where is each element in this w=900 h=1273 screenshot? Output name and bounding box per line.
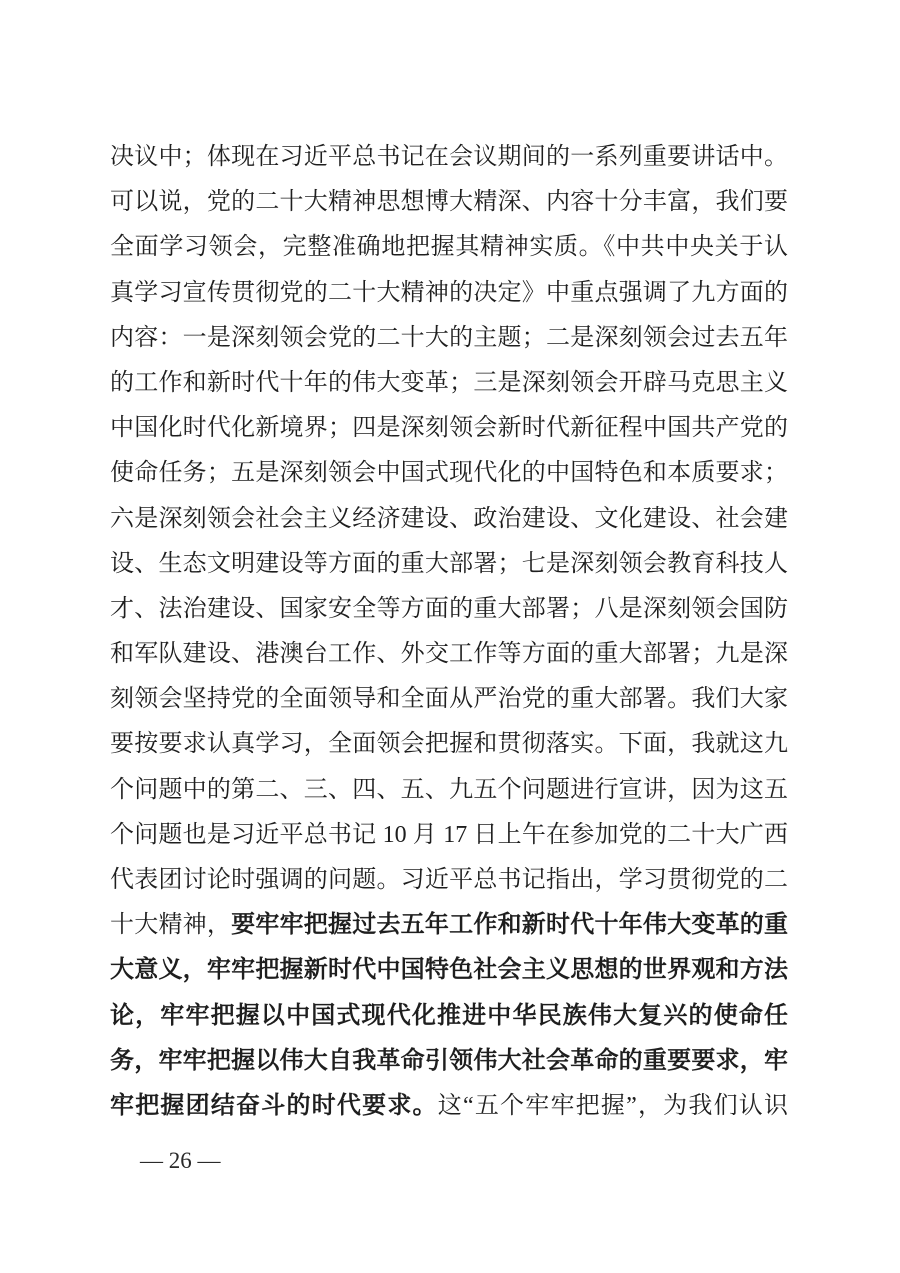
text-line [110,406,788,451]
text-segment: 可以说，党的二十大精神思想博大精深、内容十分丰富，我们要 [110,189,788,216]
text-segment: 使命任务；五是深刻领会中国式现代化的中国特色和本质要求； [110,460,788,487]
text-line [110,1039,788,1084]
text-segment: 刻领会坚持党的全面领导和全面从严治党的重大部署。我们大家 [110,686,788,713]
text-line [110,677,788,722]
text-segment: 要按要求认真学习，全面领会把握和贯彻落实。下面，我就这九 [110,731,788,758]
text-line [110,225,788,270]
text-line [110,722,788,767]
text-line [110,451,788,496]
text-line [110,768,788,813]
text-segment: 真学习宣传贯彻党的二十大精神的决定》中重点强调了九方面的 [110,279,788,306]
text-line [110,316,788,361]
emphasized-text-segment: 务，牢牢把握以伟大自我革命引领伟大社会革命的重要要求，牢 [110,1047,788,1074]
text-segment: 全面学习领会，完整准确地把握其精神实质。《中共中央关于认 [110,234,788,261]
page-footer [140,1146,221,1176]
emphasized-text-segment: 论，牢牢把握以中国式现代化推进中华民族伟大复兴的使命任 [110,1002,788,1029]
emphasized-text-segment: 要牢牢把握过去五年工作和新时代十年伟大变革的重 [231,912,789,939]
text-segment: 十大精神， [110,912,232,939]
text-segment: 的工作和新时代十年的伟大变革；三是深刻领会开辟马克思主义 [110,369,788,396]
text-line [110,135,788,180]
text-segment: 代表团讨论时强调的问题。习近平总书记指出，学习贯彻党的二 [110,867,788,893]
text-line [110,271,788,316]
text-segment: 这“五个牢牢把握”，为我们认识 [437,1092,789,1119]
emphasized-text-segment: 大意义，牢牢把握新时代中国特色社会主义思想的世界观和方法 [110,957,788,984]
text-line [110,497,788,542]
text-segment: 和军队建设、港澳台工作、外交工作等方面的重大部署；九是深 [110,641,788,668]
text-line [110,903,788,948]
text-line [110,632,788,677]
text-line [110,858,788,903]
emphasized-text-segment: 牢把握团结奋斗的时代要求。 [110,1092,438,1119]
text-line [110,361,788,406]
text-line [110,587,788,632]
text-segment: 才、法治建设、国家安全等方面的重大部署；八是深刻领会国防 [110,595,788,622]
text-segment: 内容：一是深刻领会党的二十大的主题；二是深刻领会过去五年 [110,324,788,351]
text-segment: 设、生态文明建设等方面的重大部署；七是深刻领会教育科技人 [110,550,788,577]
text-line [110,994,788,1039]
text-line [110,1084,788,1129]
page-number: — 26 — [140,1148,221,1173]
text-segment: 个问题也是习近平总书记 10 月 17 日上午在参加党的二十大广西 [110,821,788,848]
text-line [110,180,788,225]
body-text [110,135,788,1129]
text-segment: 中国化时代化新境界；四是深刻领会新时代新征程中国共产党的 [110,415,788,442]
text-segment: 六是深刻领会社会主义经济建设、政治建设、文化建设、社会建 [110,505,788,532]
text-segment: 决议中；体现在习近平总书记在会议期间的一系列重要讲话中。 [110,144,788,170]
text-segment: 个问题中的第二、三、四、五、九五个问题进行宣讲，因为这五 [110,776,788,803]
text-line [110,542,788,587]
text-line [110,948,788,993]
text-line [110,813,788,858]
